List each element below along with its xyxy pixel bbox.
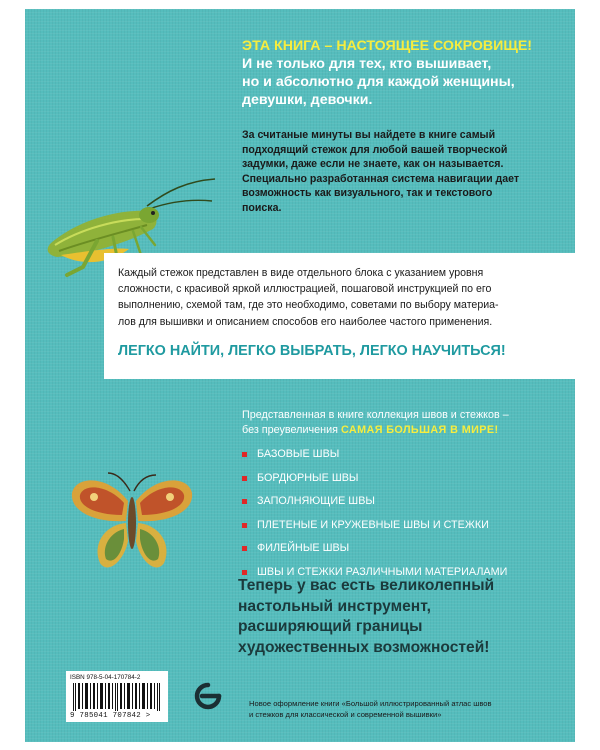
intro-line-3: задумки, даже если не знаете, как он называется. [242,158,504,171]
closing-line-1: Теперь у вас есть великолепный [238,577,495,594]
edition-note [249,698,569,720]
closing-line-2: настольный инструмент, [238,597,432,615]
intro-line-4: Специально разработанная система навигации дает [242,172,520,185]
list-item [241,490,561,514]
features-list [241,443,561,584]
list-item [241,443,561,467]
list-item [241,537,561,561]
butterfly-embroidery-icon [68,471,198,581]
intro-line-6: поиска. [242,201,282,214]
feature-label: ЗАПОЛНЯЮЩИЕ ШВЫ [257,495,375,507]
feature-label: ФИЛЕЙНЫЕ ШВЫ [257,542,350,554]
bullet-icon [242,570,247,575]
list-item [241,467,561,491]
bullet-icon [242,499,247,504]
footnote-line-1: Новое оформление книги «Большой иллюстрированный атлас швов [249,699,492,708]
barcode-digits: 9 785041 707842 > [70,712,151,720]
collection-intro [242,408,562,438]
feature-label: ПЛЕТЕНЫЕ И КРУЖЕВНЫЕ ШВЫ И СТЕЖКИ [257,518,489,531]
intro-line-1: За считаные минуты вы найдете в книге самый [242,129,496,141]
collection-line-2-prefix: без преувеличения [242,424,341,436]
bullet-icon [242,546,247,551]
description-panel [104,253,575,379]
barcode [66,671,168,722]
collection-line-1: Представленная в книге коллекция швов и стежков – [242,409,509,421]
heading-line-1: ЭТА КНИГА – НАСТОЯЩЕЕ СОКРОВИЩЕ! [242,38,533,54]
barcode-bars-icon [73,683,161,711]
feature-label: ШВЫ И СТЕЖКИ РАЗЛИЧНЫМИ МАТЕРИАЛАМИ [257,565,508,578]
slogan: ЛЕГКО НАЙТИ, ЛЕГКО ВЫБРАТЬ, ЛЕГКО НАУЧИТЬСЯ! [118,343,506,359]
book-back-cover [25,9,575,742]
panel-paragraph [118,265,563,330]
collection-line-2 [242,423,562,438]
bullet-icon [242,523,247,528]
panel-line-3: выполнению, схемой там, где это необходимо, советами по выбору материа- [118,299,499,312]
footnote-line-2: и стежков для классической и современной вышивки» [249,710,442,719]
collection-line-2-accent: САМАЯ БОЛЬШАЯ В МИРЕ! [340,424,499,436]
publisher-logo-icon [191,679,225,713]
panel-line-4: лов для вышивки и описанием способов его наиболее частого применения. [118,315,493,328]
panel-line-2: сложности, с красивой яркой иллюстрацией, пошаговой инструкцией по его [118,283,492,296]
isbn-label: ISBN 978-5-04-170784-2 [70,674,141,681]
heading-line-2: И не только для тех, кто вышивает, [242,56,492,72]
closing-line-4: художественных возможностей! [238,638,490,656]
heading-line-3: но и абсолютно для каждой женщины, [242,74,515,90]
panel-line-1: Каждый стежок представлен в виде отдельного блока с указанием уровня [118,267,484,279]
heading-line-4: девушки, девочки. [242,92,373,108]
feature-label: БАЗОВЫЕ ШВЫ [257,448,340,460]
closing-statement [238,576,575,658]
cover-heading [242,37,562,109]
bullet-icon [242,476,247,481]
intro-line-5: возможность как визуального, так и текстового [242,187,493,200]
intro-line-2: подходящий стежок для любой вашей творческой [242,143,508,156]
list-item [241,514,561,538]
closing-line-3: расширяющий границы [238,618,423,635]
feature-label: БОРДЮРНЫЕ ШВЫ [257,471,359,484]
intro-paragraph [242,128,542,216]
bullet-icon [242,452,247,457]
